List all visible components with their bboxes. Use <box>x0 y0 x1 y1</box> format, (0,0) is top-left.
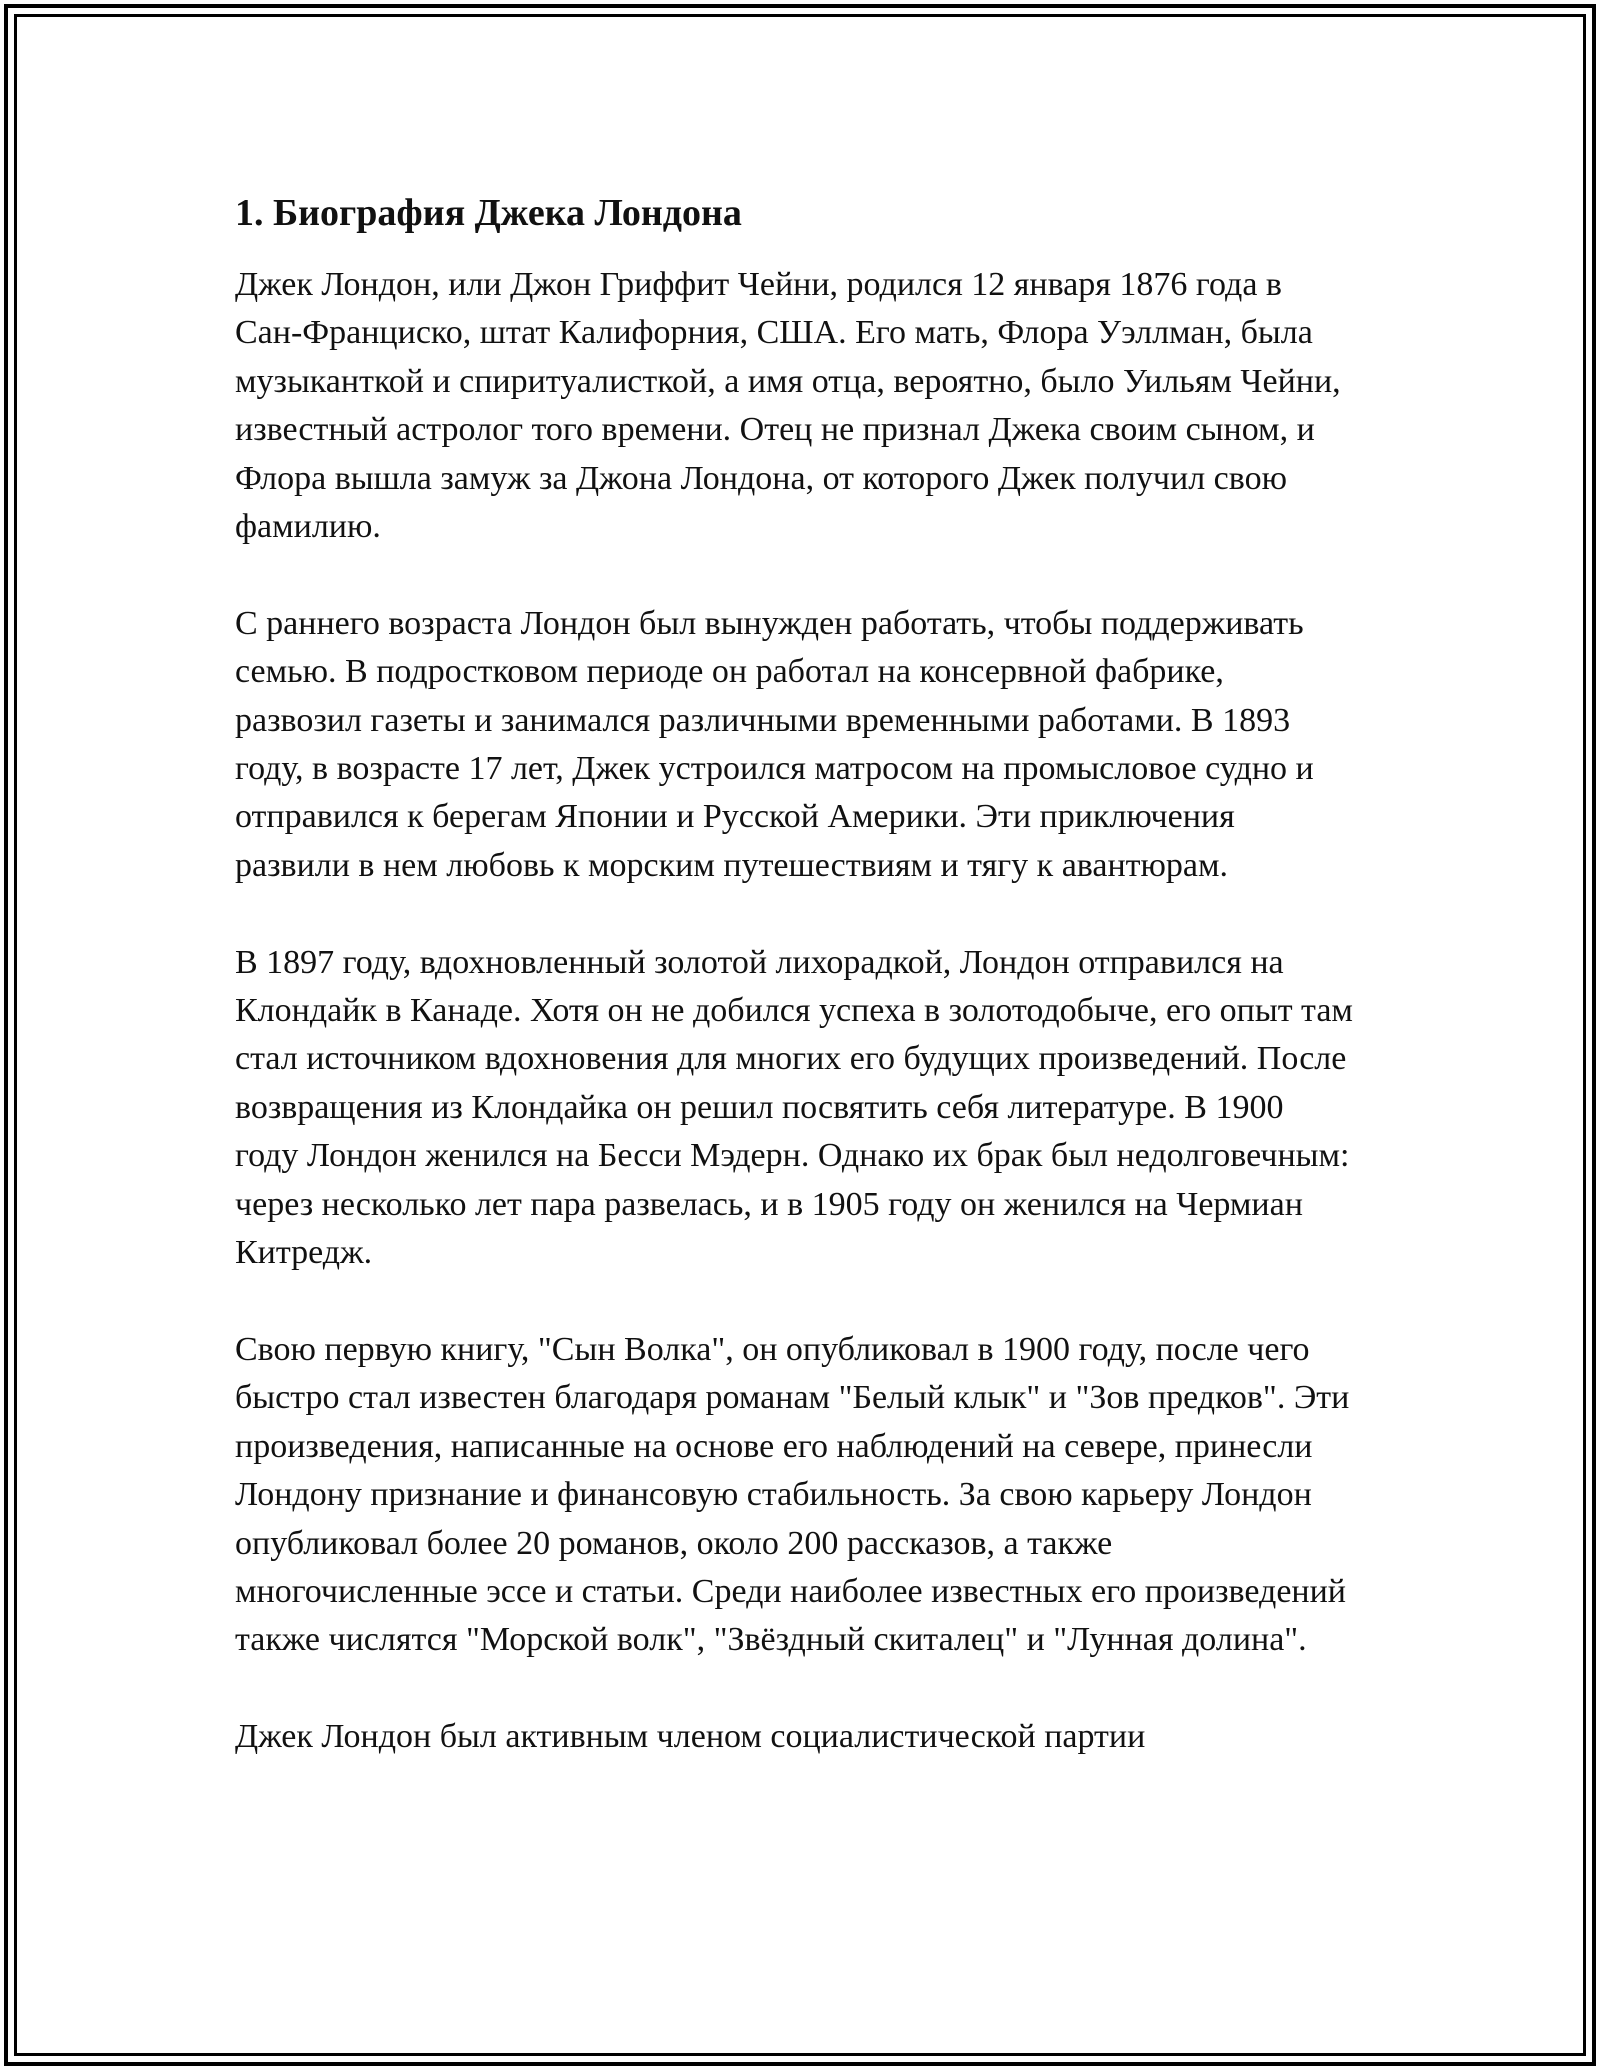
section-title: 1. Биография Джека Лондона <box>235 192 742 234</box>
paragraph-socialism: Джек Лондон был активным членом социалистической партии <box>235 1718 1146 1756</box>
paragraph-klondike: В 1897 году, вдохновленный золотой лихорадкой, Лондон отправился на Клондайк в Канаде. Хотя он не добился успеха в золотодобыче, его опыт там стал источником вдохновения для многих его будущих произведений. После возвращения из Клондайка он решил посвятить себя литературе. В 1900 году Лондон женился на Бесси Мэдерн. Однако их брак был недолговечным: через несколько лет пара развелась, и в 1905 году он женился на Чермиан Китредж. <box>235 943 1353 1272</box>
paragraph-books: Свою первую книгу, "Сын Волка", он опубликовал в 1900 году, после чего быстро стал известен благодаря романам "Белый клык" и "Зов предков". Эти произведения, написанные на основе его наблюдений на севере, принесли Лондону признание и финансовую стабильность. За свою карьеру Лондон опубликовал более 20 романов, около 200 рассказов, а также многочисленные эссе и статьи. Среди наиболее известных его произведений также числятся "Морской волк", "Звёздный скиталец" и "Лунная долина". <box>235 1330 1350 1659</box>
paragraph-early-work: С раннего возраста Лондон был вынужден работать, чтобы поддерживать семью. В подростковом периоде он работал на консервной фабрике, развозил газеты и занимался различными временными работами. В 1893 году, в возрасте 17 лет, Джек устроился матросом на промысловое судно и отправился к берегам Японии и Русской Америки. Эти приключения развили в нем любовь к морским путешествиям и тягу к авантюрам. <box>235 604 1314 884</box>
document-body <box>235 188 1355 1810</box>
paragraph-birth: Джек Лондон, или Джон Гриффит Чейни, родился 12 января 1876 года в Сан-Франциско, штат Калифорния, США. Его мать, Флора Уэллман, была музыканткой и спиритуалисткой, а имя отца, вероятно, было Уильям Чейни, известный астролог того времени. Отец не признал Джека своим сыном, и Флора вышла замуж за Джона Лондона, от которого Джек получил свою фамилию. <box>235 266 1341 546</box>
